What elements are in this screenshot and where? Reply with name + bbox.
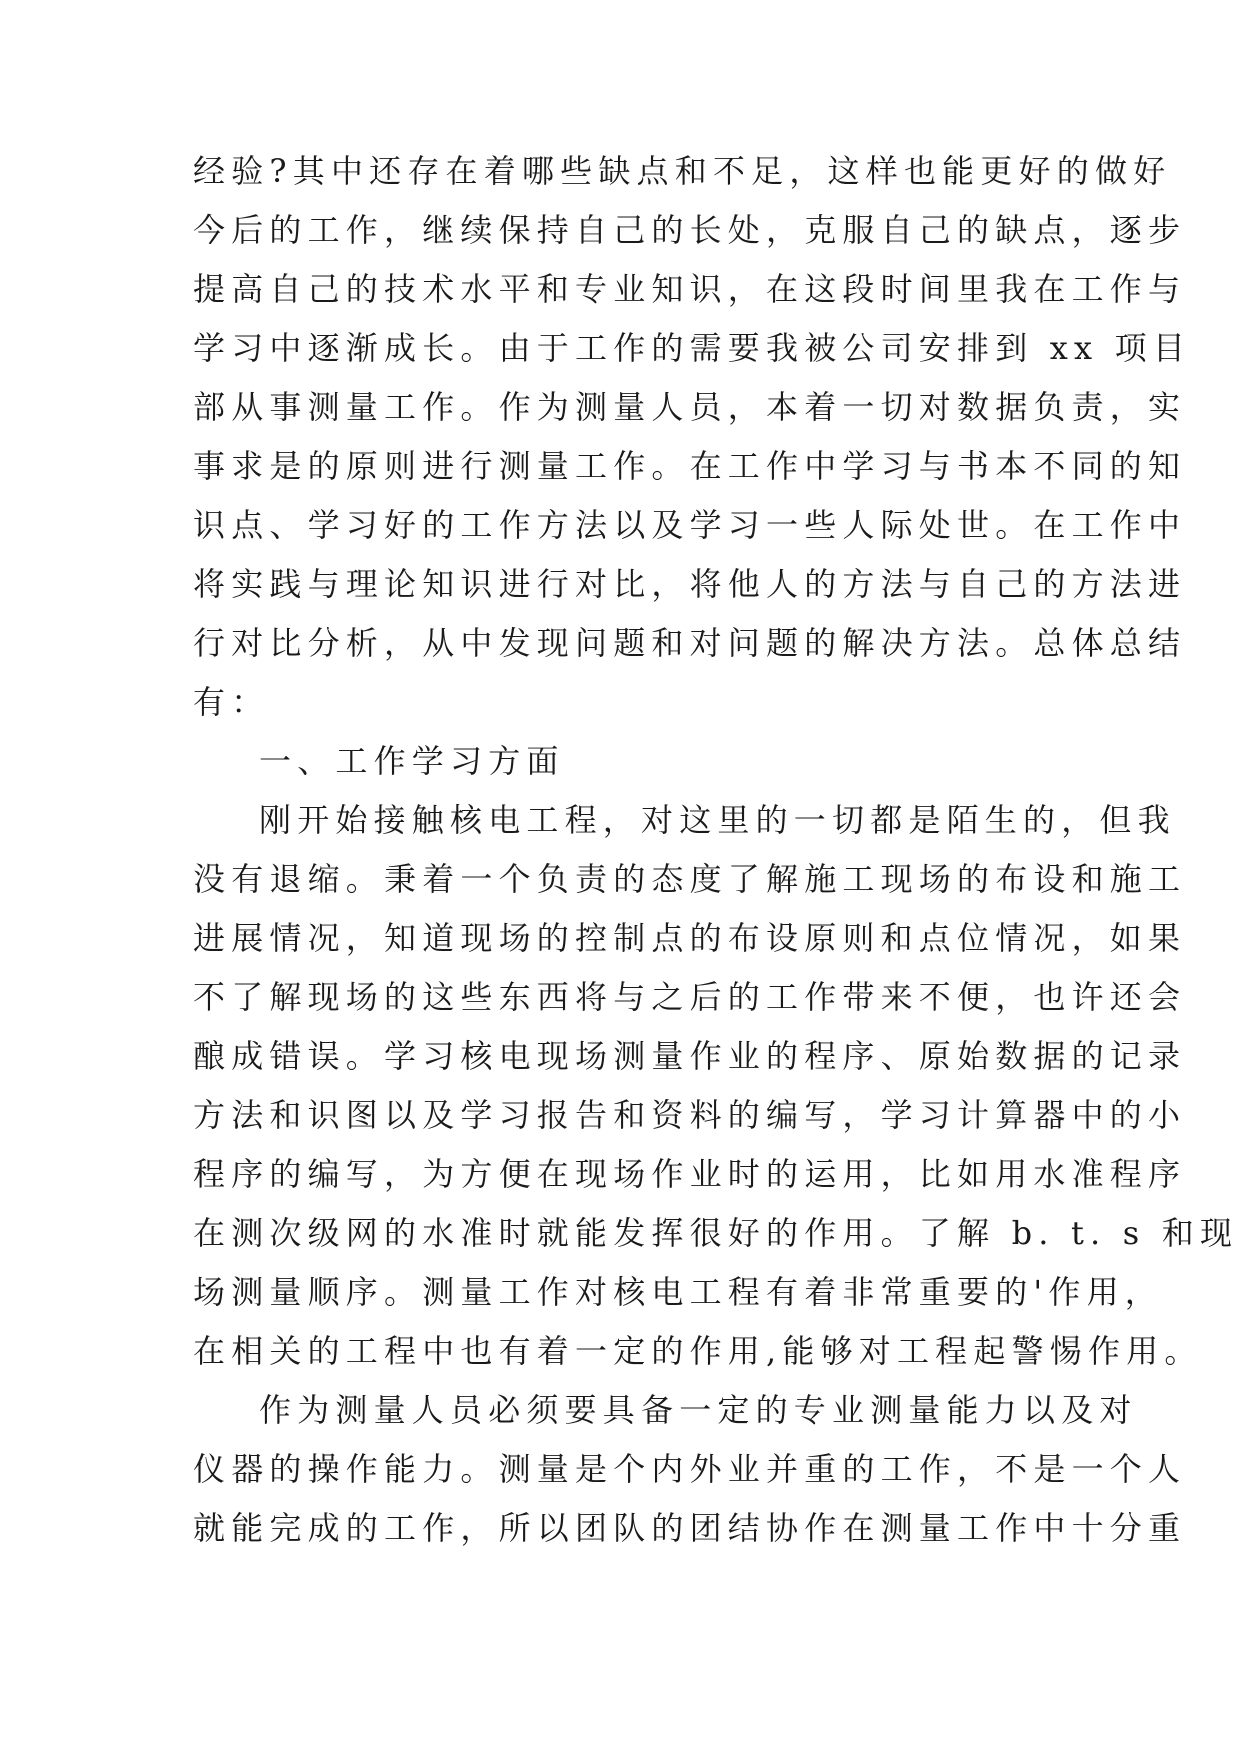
text-line: 识点、学习好的工作方法以及学习一些人际处世。在工作中 bbox=[193, 506, 1187, 544]
text-line: 程序的编写，为方便在现场作业时的运用，比如用水准程序 bbox=[193, 1155, 1187, 1193]
text-line: 方法和识图以及学习报告和资料的编写，学习计算器中的小 bbox=[193, 1096, 1187, 1134]
text-line: 进展情况，知道现场的控制点的布设原则和点位情况，如果 bbox=[193, 919, 1187, 957]
text-line: 仪器的操作能力。测量是个内外业并重的工作，不是一个人 bbox=[193, 1450, 1187, 1488]
text-line: 就能完成的工作，所以团队的团结协作在测量工作中十分重 bbox=[193, 1509, 1187, 1547]
text-line: 经验?其中还存在着哪些缺点和不足，这样也能更好的做好 bbox=[193, 152, 1172, 190]
text-line: 在测次级网的水准时就能发挥很好的作用。了解 b. t. s 和现 bbox=[193, 1214, 1239, 1252]
text-line: 酿成错误。学习核电现场测量作业的程序、原始数据的记录 bbox=[193, 1037, 1187, 1075]
text-line: 事求是的原则进行测量工作。在工作中学习与书本不同的知 bbox=[193, 447, 1187, 485]
paragraph-first-line: 作为测量人员必须要具备一定的专业测量能力以及对 bbox=[259, 1391, 1138, 1429]
text-line: 今后的工作，继续保持自己的长处，克服自己的缺点，逐步 bbox=[193, 211, 1187, 249]
document-body bbox=[193, 142, 1239, 1558]
text-line: 部从事测量工作。作为测量人员，本着一切对数据负责，实 bbox=[193, 388, 1187, 426]
text-line: 有： bbox=[193, 683, 270, 721]
text-line: 不了解现场的这些东西将与之后的工作带来不便，也许还会 bbox=[193, 978, 1187, 1016]
text-line: 学习中逐渐成长。由于工作的需要我被公司安排到 xx 项目 bbox=[193, 329, 1192, 367]
text-line: 将实践与理论知识进行对比，将他人的方法与自己的方法进 bbox=[193, 565, 1187, 603]
paragraph-first-line: 刚开始接触核电工程，对这里的一切都是陌生的，但我 bbox=[259, 801, 1176, 839]
text-line: 在相关的工程中也有着一定的作用,能够对工程起警惕作用。 bbox=[193, 1332, 1203, 1370]
text-line: 场测量顺序。测量工作对核电工程有着非常重要的'作用， bbox=[193, 1273, 1163, 1311]
section-heading: 一、工作学习方面 bbox=[259, 742, 565, 780]
text-line: 行对比分析，从中发现问题和对问题的解决方法。总体总结 bbox=[193, 624, 1187, 662]
text-line: 提高自己的技术水平和专业知识，在这段时间里我在工作与 bbox=[193, 270, 1187, 308]
text-line: 没有退缩。秉着一个负责的态度了解施工现场的布设和施工 bbox=[193, 860, 1187, 898]
